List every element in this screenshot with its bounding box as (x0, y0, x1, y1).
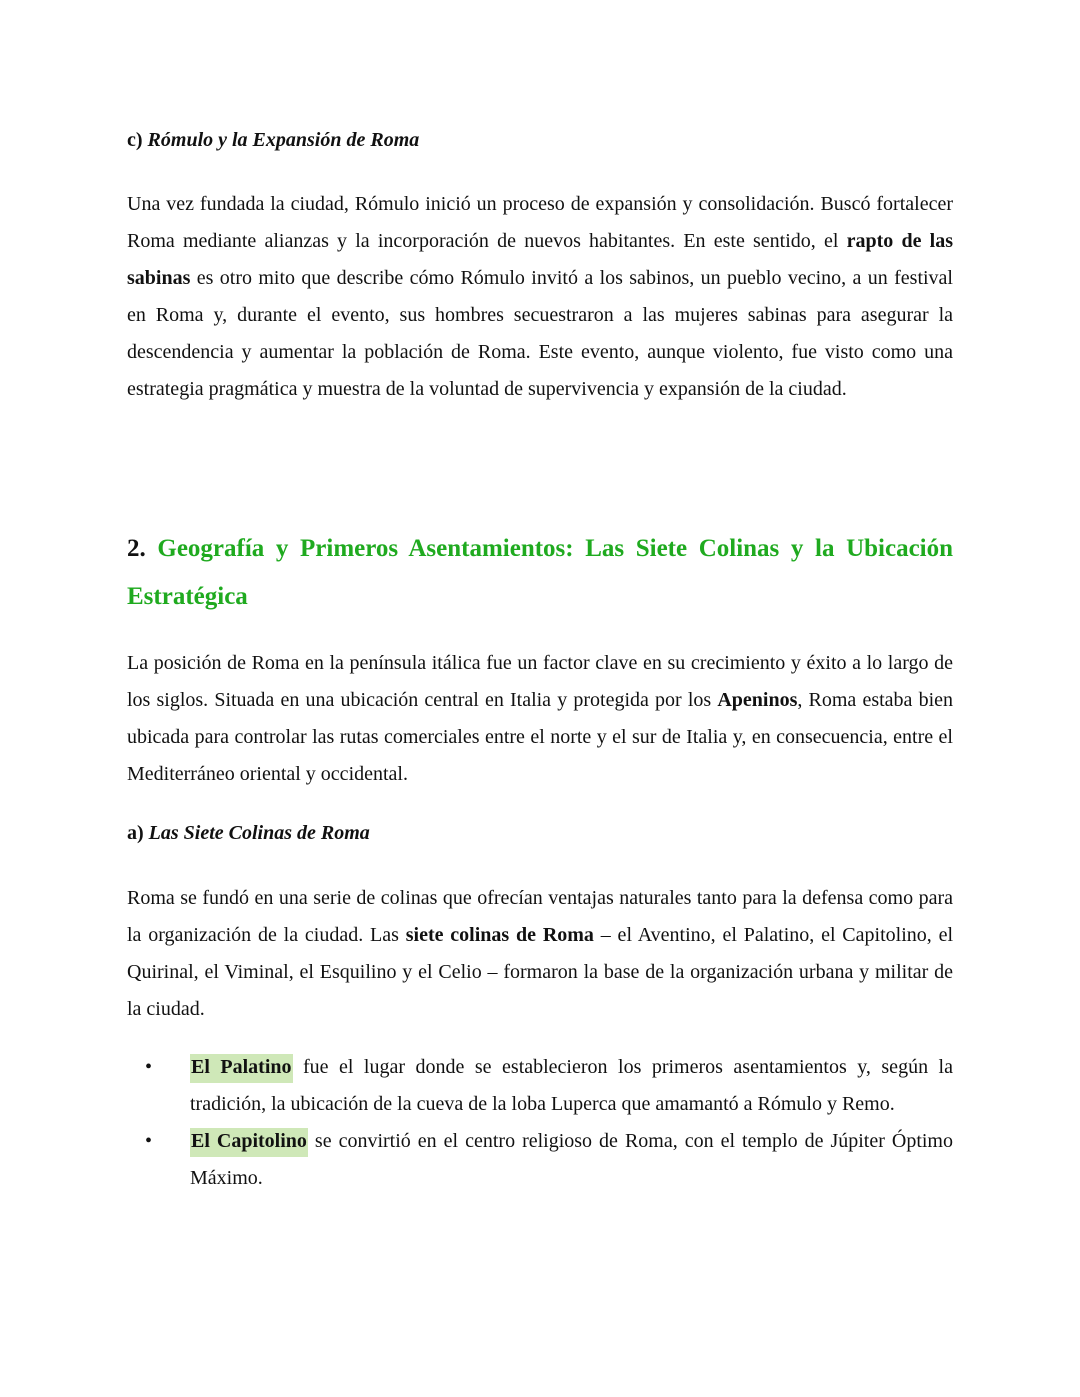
section-number: 2. (127, 535, 146, 562)
highlighted-term: El Capitolino (190, 1128, 308, 1157)
subsection-heading-c (127, 126, 419, 154)
list-item (127, 1049, 953, 1123)
paragraph-text: es otro mito que describe cómo Rómulo invitó a los sabinos, un pueblo vecino, a un festival en Roma y, durante el evento, sus hombres secuestraron a las mujeres sabinas para asegurar la descendencia y aumentar la población de Roma. Este evento, aunque violento, fue visto como una estrategia pragmática y muestra de la voluntad de supervivencia y expansión de la ciudad. (127, 267, 953, 400)
paragraph-romulo-expansion (127, 186, 953, 408)
section-title: Geografía y Primeros Asentamientos: Las Siete Colinas y la Ubicación Estratégica (127, 535, 954, 610)
bullet-marker: • (145, 1130, 153, 1152)
hills-bullet-list (127, 1049, 953, 1197)
paragraph-geografia (127, 645, 953, 793)
list-item (127, 1123, 953, 1197)
paragraph-siete-colinas (127, 880, 953, 1028)
list-item-text: fue el lugar donde se establecieron los primeros asentamientos y, según la tradición, la ubicación de la cueva de la loba Luperca que amamantó a Rómulo y Remo. (190, 1056, 953, 1115)
bold-term: siete colinas de Roma (405, 924, 594, 946)
paragraph-text: La posición de Roma en la península itálica fue un factor clave en su crecimiento y éxito a lo largo de los siglos. Situada en una ubicación central en Italia y protegida por los (127, 652, 953, 711)
subsection-title: Rómulo y la Expansión de Roma (147, 129, 420, 151)
subsection-heading-a (127, 819, 370, 847)
section-heading-2 (127, 525, 953, 621)
bullet-marker: • (145, 1056, 153, 1078)
subsection-label: c) (127, 129, 143, 151)
bold-term: Apeninos (717, 689, 798, 711)
bold-term: rapto de las sabinas (127, 230, 953, 289)
paragraph-text: Una vez fundada la ciudad, Rómulo inició un proceso de expansión y consolidación. Buscó fortalecer Roma mediante alianzas y la incorporación de nuevos habitantes. En este sentido, el (127, 193, 953, 252)
paragraph-text: – el Aventino, el Palatino, el Capitolino, el Quirinal, el Viminal, el Esquilino y el Celio – formaron la base de la organización urbana y militar de la ciudad. (127, 924, 954, 1020)
list-item-text: se convirtió en el centro religioso de Roma, con el templo de Júpiter Óptimo Máximo. (190, 1130, 953, 1189)
paragraph-text: Roma se fundó en una serie de colinas que ofrecían ventajas naturales tanto para la defensa como para la organización de la ciudad. Las (127, 887, 953, 946)
highlighted-term: El Palatino (190, 1054, 293, 1083)
subsection-title: Las Siete Colinas de Roma (148, 822, 370, 844)
subsection-label: a) (127, 822, 144, 844)
paragraph-text: , Roma estaba bien ubicada para controlar las rutas comerciales entre el norte y el sur de Italia y, en consecuencia, entre el Mediterráneo oriental y occidental. (127, 689, 953, 785)
